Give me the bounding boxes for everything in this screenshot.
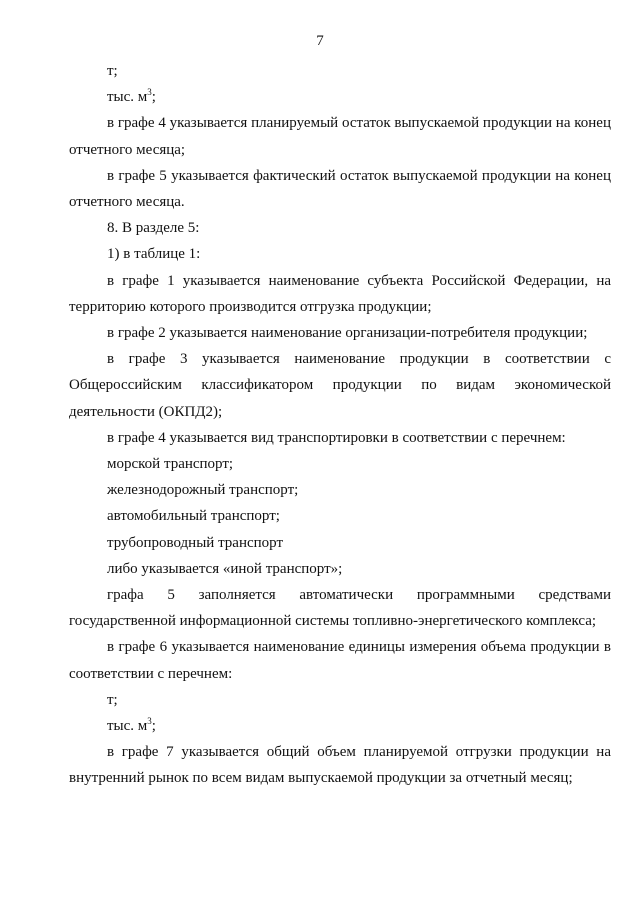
paragraph-column-5-actual-balance: в графе 5 указывается фактический остаток выпускаемой продукции на конец отчетного месяца. <box>69 167 611 211</box>
paragraph-column-3-product-name: в графе 3 указывается наименование продукции в соответствии с Общероссийским классификатором продукции по видам экономической деятельности (ОКПД2); <box>69 351 611 420</box>
unit-thousand-cubic-meters-second <box>69 713 611 739</box>
unit-superscript: 3 <box>147 716 152 727</box>
paragraph-column-1-region: в графе 1 указывается наименование субъекта Российской Федерации, на территорию которого производится отгрузка продукции; <box>69 272 611 315</box>
unit-thousand-cubic-meters <box>69 84 611 110</box>
unit-tonne-second: т; <box>107 691 118 708</box>
paragraph-column-6-unit: в графе 6 указывается наименование единицы измерения объема продукции в соответствии с перечнем: <box>69 639 611 682</box>
list-item-pipeline-transport: трубопроводный транспорт <box>107 534 284 551</box>
unit-text: тыс. м <box>107 718 148 735</box>
paragraph-column-5-auto-fill: графа 5 заполняется автоматически программными средствами государственной информационной системы топливно-энергетического комплекса; <box>69 587 611 630</box>
list-item-rail-transport: железнодорожный транспорт; <box>107 482 299 499</box>
section-heading: 8. В разделе 5: <box>107 220 200 237</box>
unit-punctuation: ; <box>151 89 156 106</box>
unit-punctuation: ; <box>151 718 156 735</box>
subsection-heading: 1) в таблице 1: <box>107 246 201 263</box>
page-number: 7 <box>316 33 324 49</box>
unit-text: тыс. м <box>107 89 148 106</box>
unit-superscript: 3 <box>147 87 152 98</box>
paragraph-column-4-transport: в графе 4 указывается вид транспортировки в соответствии с перечнем: <box>107 429 566 446</box>
paragraph-column-7-total-volume: в графе 7 указывается общий объем планируемой отгрузки продукции на внутренний рынок по всем видам выпускаемой продукции за отчетный месяц; <box>69 744 611 787</box>
list-item-sea-transport: морской транспорт; <box>107 456 234 473</box>
list-item-other-transport: либо указывается «иной транспорт»; <box>107 560 343 577</box>
unit-tonne: т; <box>107 63 118 79</box>
paragraph-column-2-consumer: в графе 2 указывается наименование организации-потребителя продукции; <box>107 325 588 342</box>
list-item-road-transport: автомобильный транспорт; <box>107 508 280 525</box>
paragraph-column-4-planned-balance: в графе 4 указывается планируемый остаток выпускаемой продукции на конец отчетного месяца; <box>69 115 611 158</box>
document-body <box>69 58 611 792</box>
